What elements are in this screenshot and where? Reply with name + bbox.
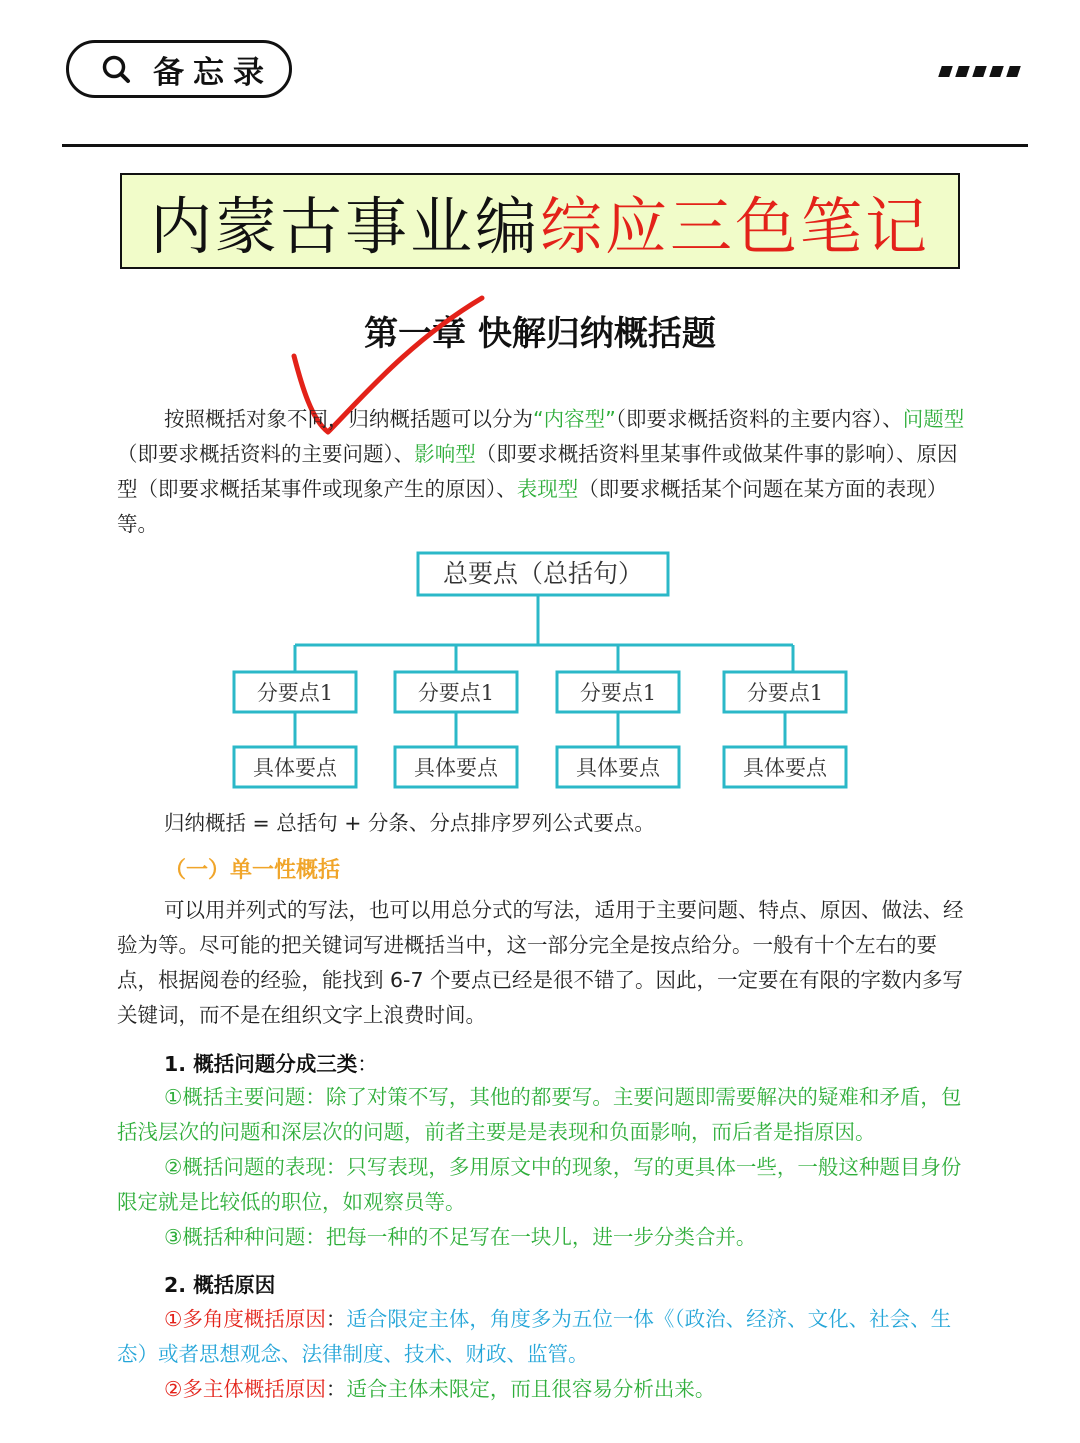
causes-item-1-colon: ：: [325, 1307, 347, 1331]
search-label: 备忘录: [153, 54, 273, 91]
intro-text: （即要求概括资料里某事件或做某件事的影响）、原因型（即要求概括某事件或现象产生的原因）、: [117, 442, 958, 501]
diagram-sub-box: [557, 672, 679, 712]
diagram-root-box: [418, 553, 668, 595]
term-problem-type: 问题型: [902, 407, 965, 431]
search-bar[interactable]: [66, 40, 292, 98]
diagram-detail-label: 具体要点: [576, 756, 660, 780]
causes-list: [117, 1302, 967, 1407]
header-divider: [62, 144, 1028, 147]
diagram-sub-label: 分要点1: [417, 681, 495, 705]
problems-heading: [164, 1047, 378, 1077]
diagram-detail-label: 具体要点: [414, 756, 498, 780]
problems-heading-colon: ：: [357, 1052, 378, 1076]
diagram-detail-label: 具体要点: [743, 756, 827, 780]
term-content-type: “内容型”: [533, 407, 616, 431]
term-impact-type: 影响型: [414, 442, 476, 466]
intro-text: （即要求概括资料的主要问题）、: [117, 442, 415, 466]
intro-text: （即要求概括资料的主要内容）、: [615, 407, 903, 431]
section-body-text: 可以用并列式的写法，也可以用总分式的写法，适用于主要问题、特点、原因、做法、经验为等。尽可能的把关键词写进概括当中，这一部分完全是按点给分。一般有十个左右的要点，根据阅卷的经验，能找到 6-7 个要点已经是很不错了。因此，一定要在有限的字数内多写关键词，而不是在组织文字上浪费时间。: [117, 898, 964, 1027]
search-icon: [101, 54, 131, 84]
diagram-detail-box: [395, 747, 517, 787]
more-dots-icon[interactable]: [940, 66, 1019, 77]
problems-list: [117, 1080, 967, 1255]
intro-paragraph: [117, 402, 967, 542]
diagram-detail-box: [557, 747, 679, 787]
diagram-root-label: 总要点（总括句）: [442, 559, 644, 588]
diagram-sub-box: [395, 672, 517, 712]
diagram-sub-label: 分要点1: [746, 681, 824, 705]
diagram-detail-label: 具体要点: [253, 756, 337, 780]
problems-item-2: ②概括问题的表现：只写表现，多用原文中的现象，写的更具体一些，一般这种题目身份限定就是比较低的职位，如观察员等。: [117, 1155, 962, 1214]
section-body: [117, 893, 967, 1033]
causes-item-1: [117, 1302, 967, 1372]
title-red-part: 综应三色笔记: [540, 189, 931, 263]
intro-text: 按照概括对象不同，归纳概括题可以分为: [164, 407, 533, 431]
causes-item-2-colon: ：: [325, 1377, 347, 1401]
problems-item-3: ③概括种种问题：把每一种的不足写在一块儿，进一步分类合并。: [164, 1225, 757, 1249]
diagram-detail-box: [724, 747, 846, 787]
diagram-sub-label: 分要点1: [256, 681, 334, 705]
problems-heading-text: 1. 概括问题分成三类: [164, 1052, 358, 1076]
term-manifestation-type: 表现型: [516, 477, 579, 501]
title-black-part: 内蒙古事业编: [149, 189, 540, 263]
causes-item-1-label: ①多角度概括原因: [164, 1307, 326, 1331]
diagram-sub-label: 分要点1: [579, 681, 657, 705]
diagram-sub-box: [724, 672, 846, 712]
intro-text: （即要求概括某个问题在某方面的表现）等。: [117, 477, 948, 536]
page-title: [120, 173, 960, 269]
problems-item-1: ①概括主要问题：除了对策不写，其他的都要写。主要问题即需要解决的疑难和矛盾，包括浅层次的问题和深层次的问题，前者主要是是表现和负面影响，而后者是指原因。: [117, 1085, 962, 1144]
diagram-detail-box: [234, 747, 356, 787]
causes-heading: 2. 概括原因: [164, 1273, 276, 1297]
causes-item-2: [117, 1372, 967, 1407]
section-heading: （一）单一性概括: [164, 858, 341, 883]
chapter-title: 第一章 快解归纳概括题: [364, 314, 716, 354]
causes-item-2-text: 适合主体未限定，而且很容易分析出来。: [346, 1377, 716, 1401]
causes-item-1-text: 适合限定主体，角度多为五位一体《（政治、经济、文化、社会、生态）或者思想观念、法律制度、技术、财政、监管。: [117, 1307, 952, 1366]
formula-text: 归纳概括 = 总括句 + 分条、分点排序罗列公式要点。: [164, 811, 655, 835]
formula-line: [117, 806, 967, 841]
causes-item-2-label: ②多主体概括原因: [164, 1377, 326, 1401]
diagram-sub-box: [234, 672, 356, 712]
